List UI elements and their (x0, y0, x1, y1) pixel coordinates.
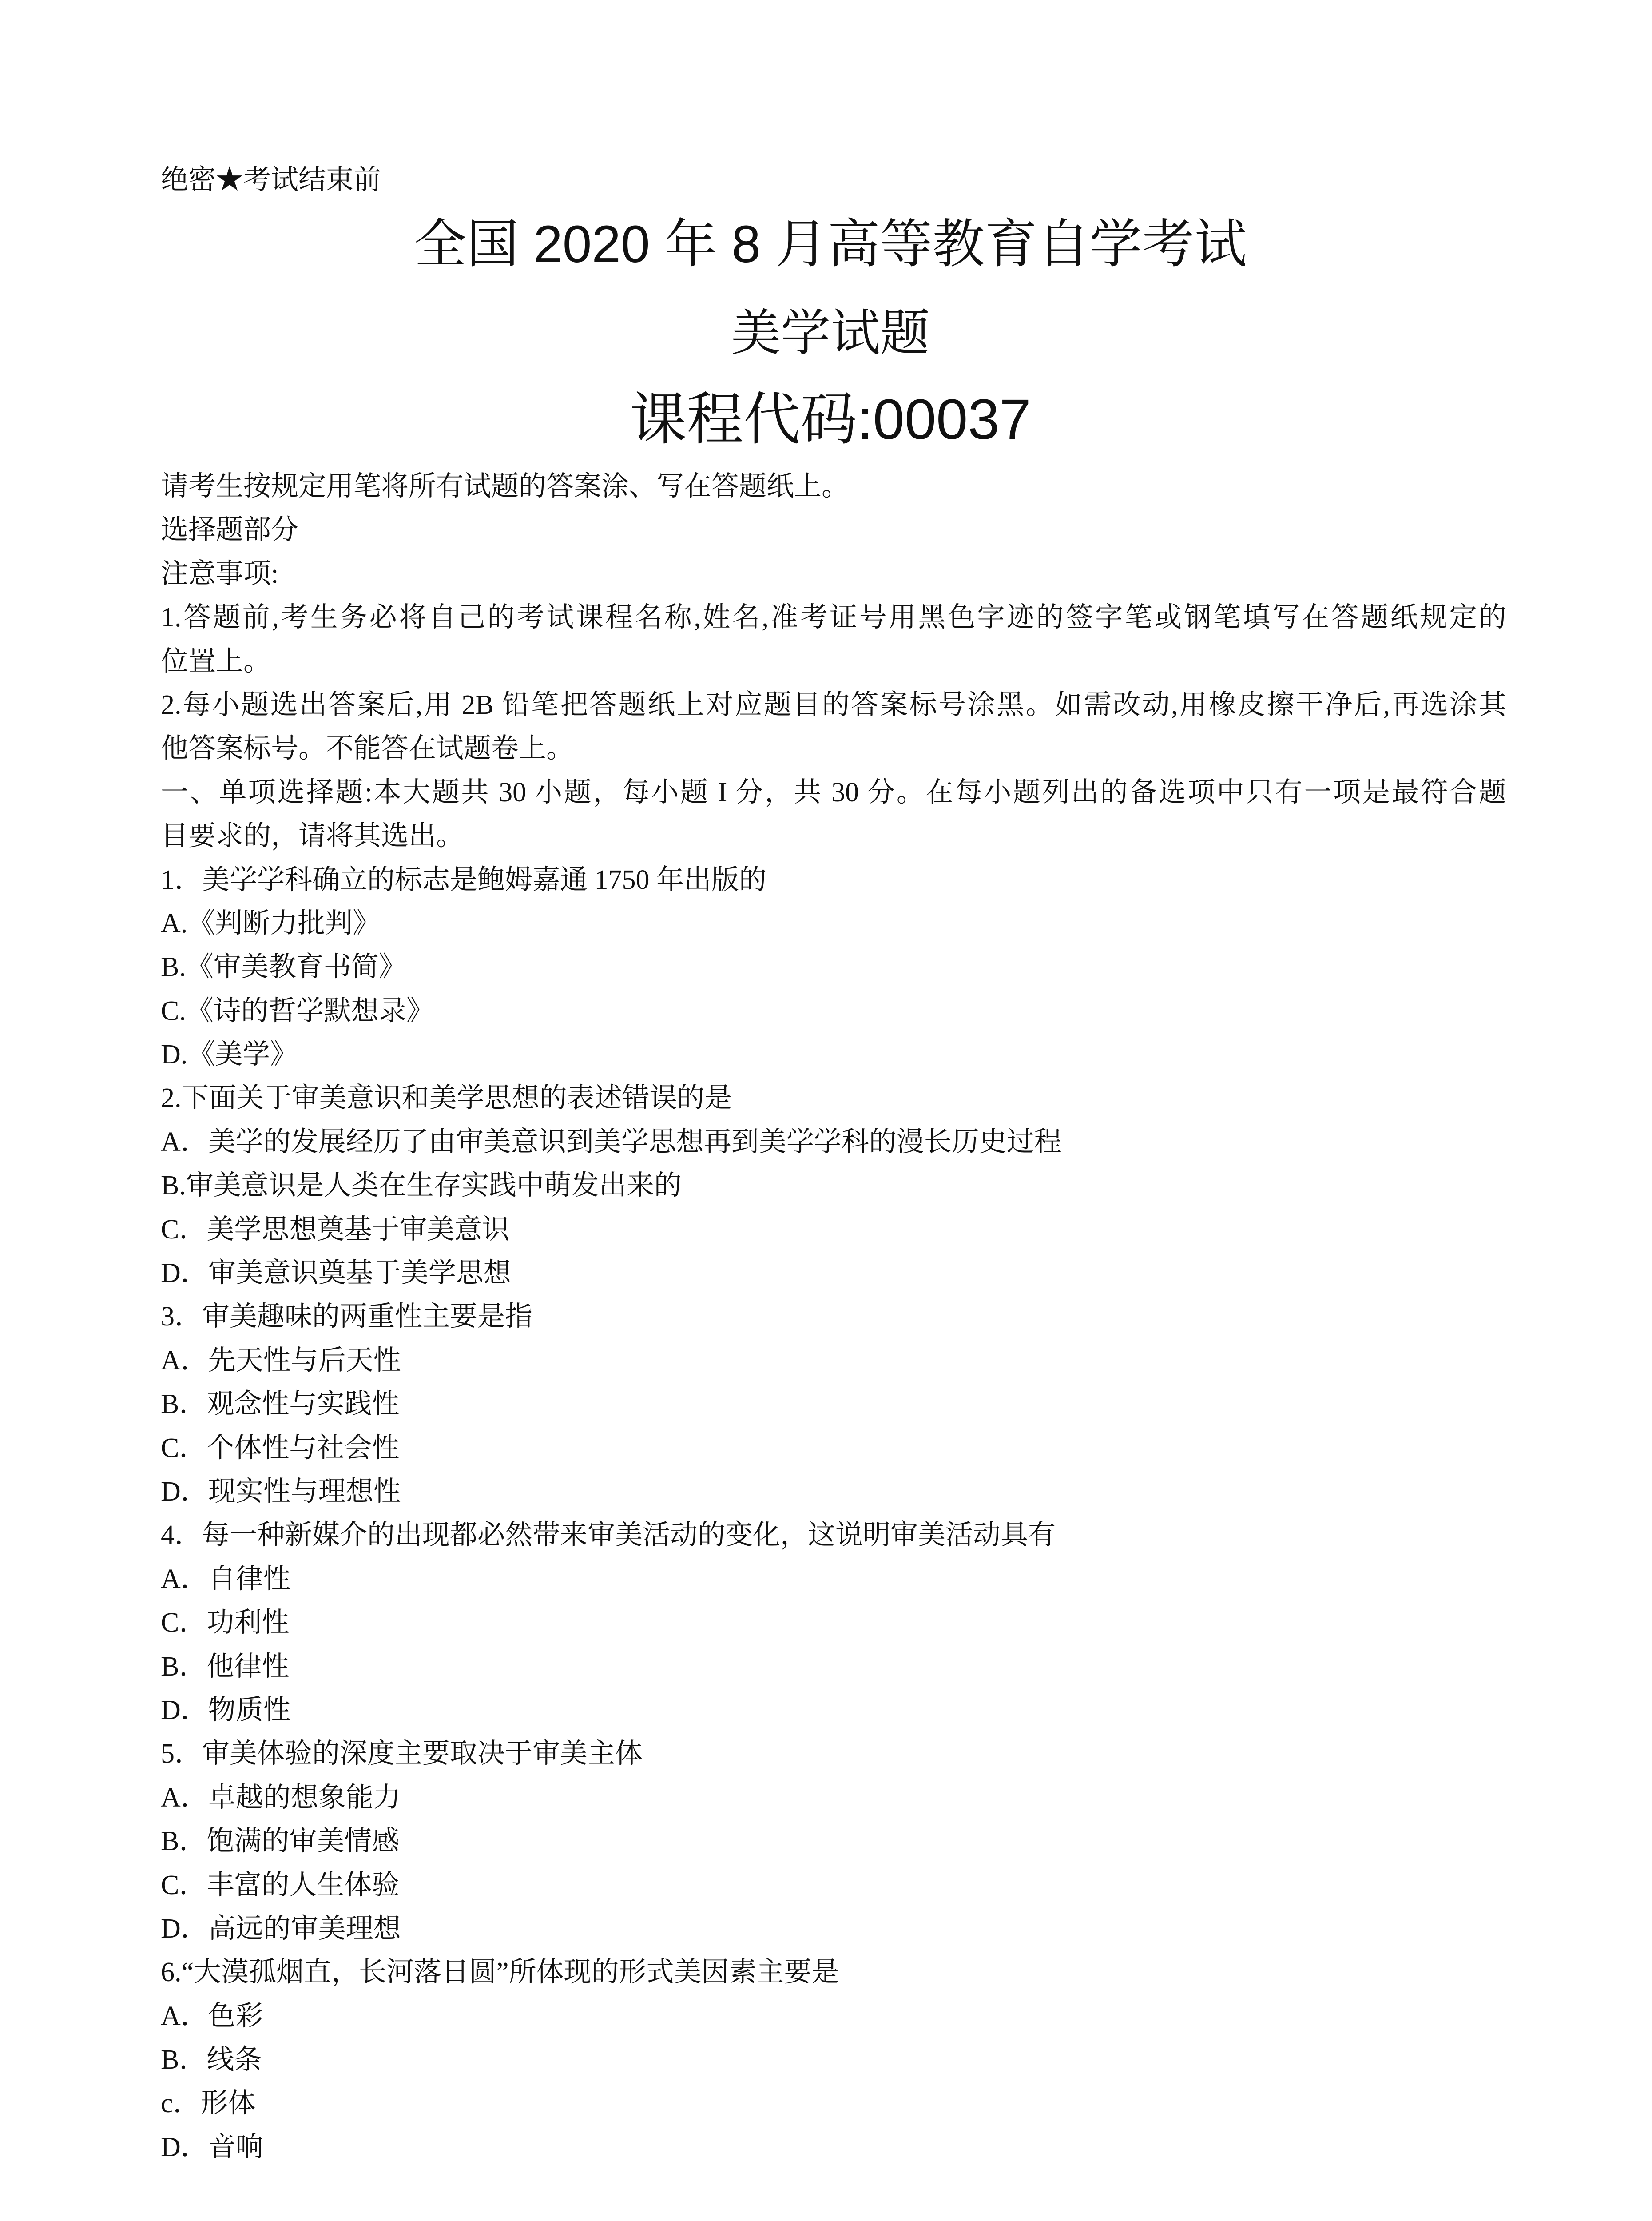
note-2: 2.每小题选出答案后,用 2B 铅笔把答题纸上对应题目的答案标号涂黑。如需改动,用橡皮擦干净后,再选涂其 (161, 689, 1506, 720)
question-option: C.《诗的哲学默想录》 (161, 995, 434, 1026)
note-1: 1.答题前,考生务必将自己的考试课程名称,姓名,准考证号用黑色字迹的签字笔或钢笔填写在答题纸规定的 (161, 602, 1506, 633)
course-code: 课程代码:00037 (630, 388, 1031, 451)
section-label: 选择题部分 (161, 515, 299, 545)
question-option: c．形体 (161, 2088, 256, 2119)
question-stem: 2.下面关于审美意识和美学思想的表述错误的是 (161, 1083, 732, 1114)
question-stem: 3．审美趣味的两重性主要是指 (161, 1302, 533, 1332)
question-option: D．物质性 (161, 1695, 291, 1725)
question-stem: 6.“大漠孤烟直，长河落日圆”所体现的形式美因素主要是 (161, 1957, 839, 1988)
question-option: D．音响 (161, 2132, 263, 2162)
question-option: C．功利性 (161, 1608, 290, 1638)
intro-text: 请考生按规定用笔将所有试题的答案涂、写在答题纸上。 (161, 471, 850, 502)
part-1-heading: 一、单项选择题:本大题共 30 小题，每小题 I 分，共 30 分。在每小题列出的备选项中只有一项是最符合题 (161, 777, 1506, 808)
question-option: A．卓越的想象能力 (161, 1782, 401, 1813)
question-option: B.审美意识是人类在生存实践中萌发出来的 (161, 1170, 682, 1201)
question-option: A.《判断力批判》 (161, 908, 381, 939)
question-option: D．现实性与理想性 (161, 1476, 401, 1507)
notes-title: 注意事项: (161, 558, 279, 589)
question-option: A．自律性 (161, 1564, 291, 1594)
question-list (161, 858, 1506, 2169)
part-1-heading-cont: 目要求的，请将其选出。 (161, 821, 464, 852)
question-stem: 1．美学学科确立的标志是鲍姆嘉通 1750 年出版的 (161, 864, 767, 895)
question-option: C．丰富的人生体验 (161, 1870, 400, 1900)
question-option: B．饱满的审美情感 (161, 1826, 400, 1857)
subject-title: 美学试题 (731, 305, 930, 361)
question-option: D．高远的审美理想 (161, 1913, 401, 1944)
question-option: D．审美意识奠基于美学思想 (161, 1258, 511, 1289)
question-option: B.《审美教育书简》 (161, 952, 406, 983)
question-option: B．线条 (161, 2045, 262, 2075)
confidential-label: 绝密★考试结束前 (161, 165, 381, 195)
question-option: B．观念性与实践性 (161, 1389, 400, 1420)
question-option: A．色彩 (161, 2001, 263, 2031)
question-option: C．个体性与社会性 (161, 1433, 400, 1463)
question-option: A．先天性与后天性 (161, 1345, 401, 1376)
question-option: A．美学的发展经历了由审美意识到美学思想再到美学学科的漫长历史过程 (161, 1126, 1062, 1157)
question-option: D.《美学》 (161, 1039, 298, 1070)
question-option: C．美学思想奠基于审美意识 (161, 1214, 510, 1245)
note-1-cont: 位置上。 (161, 646, 271, 677)
exam-title: 全国 2020 年 8 月高等教育自学考试 (414, 215, 1247, 274)
question-stem: 5．审美体验的深度主要取决于审美主体 (161, 1739, 643, 1769)
note-2-cont: 他答案标号。不能答在试题卷上。 (161, 733, 574, 764)
question-option: B．他律性 (161, 1651, 290, 1682)
question-stem: 4．每一种新媒介的出现都必然带来审美活动的变化，这说明审美活动具有 (161, 1520, 1056, 1551)
exam-body (161, 0, 1506, 2169)
